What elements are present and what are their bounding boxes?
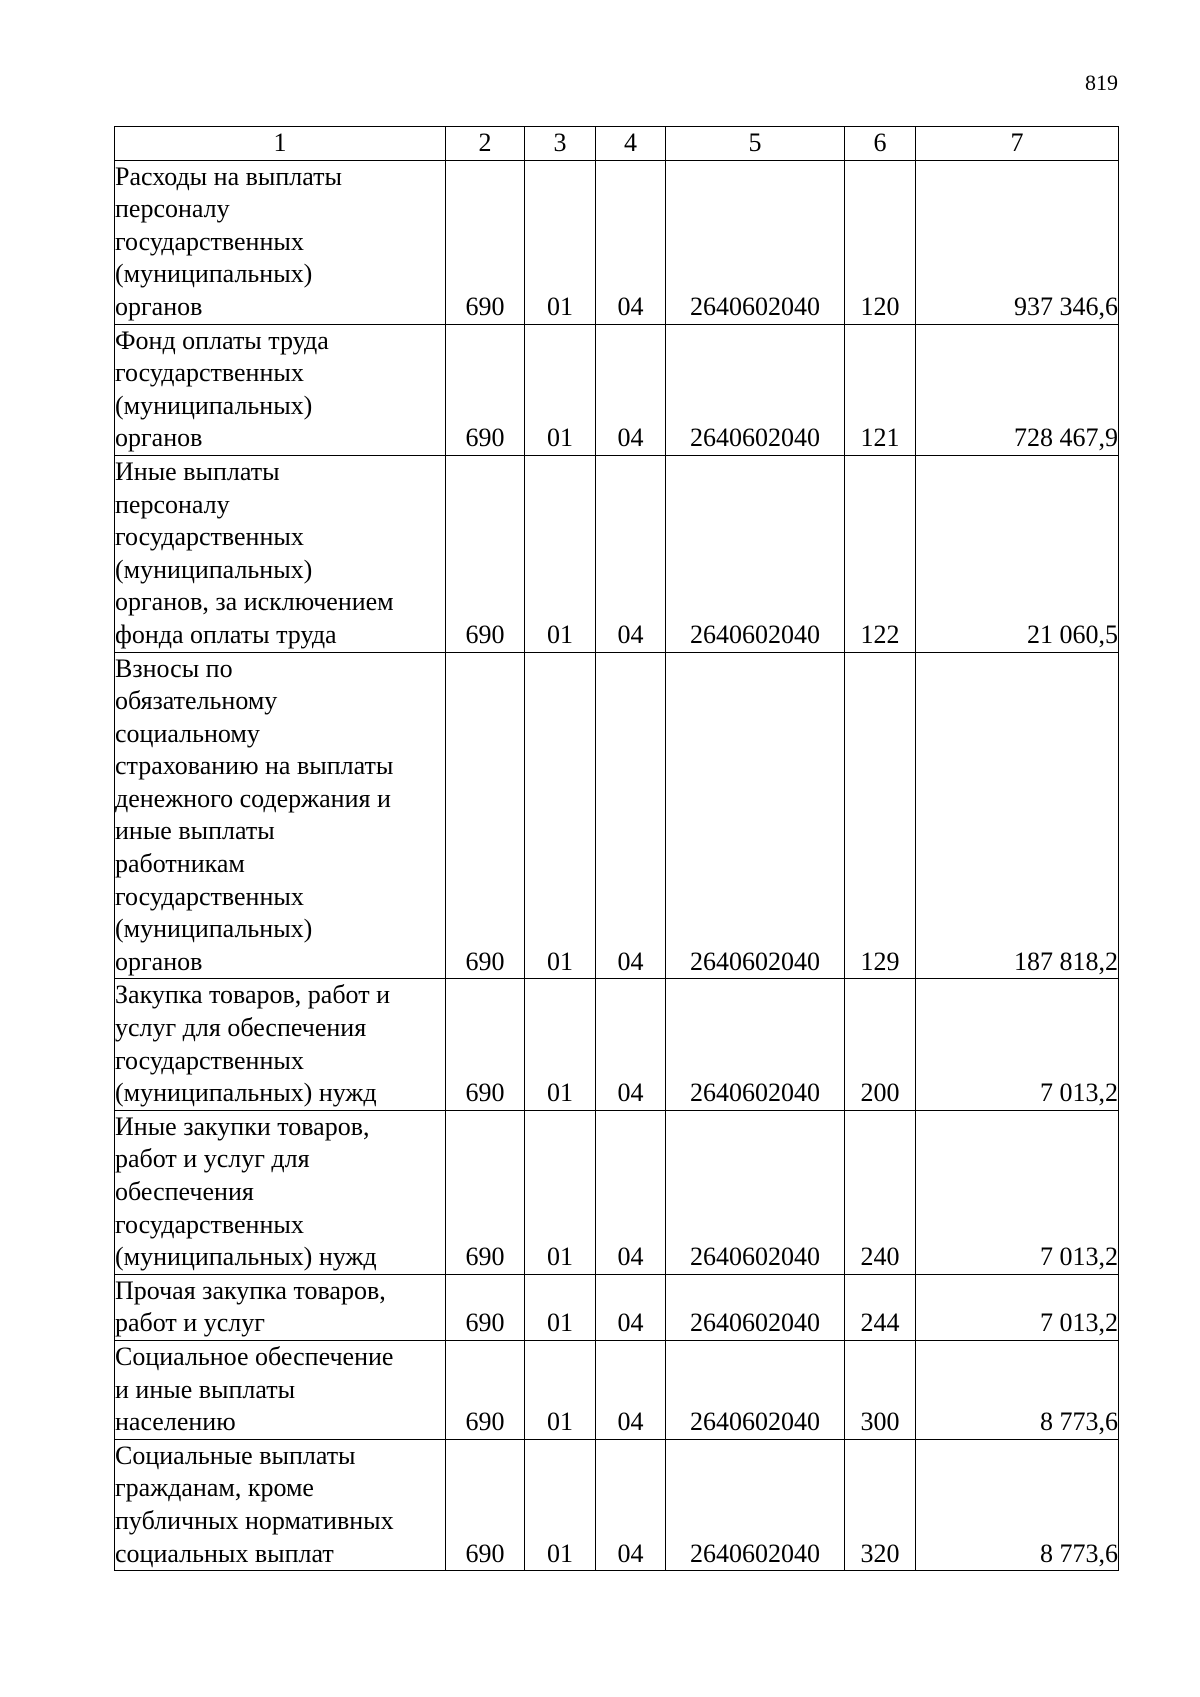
expense-name-line: органов bbox=[115, 946, 203, 976]
expense-type-code-cell: 240 bbox=[845, 1110, 916, 1274]
expense-name-line: социальных выплат bbox=[115, 1538, 334, 1568]
expense-name-line: денежного содержания и bbox=[115, 783, 391, 813]
expense-type-code-cell: 200 bbox=[845, 979, 916, 1110]
expense-name-line: Социальное обеспечение bbox=[115, 1341, 394, 1371]
column-header-3: 3 bbox=[525, 127, 596, 161]
expense-name-line: работникам bbox=[115, 849, 245, 879]
amount-cell: 8 773,6 bbox=[916, 1340, 1119, 1439]
target-item-code-cell: 2640602040 bbox=[666, 1274, 845, 1340]
amount-cell: 21 060,5 bbox=[916, 455, 1119, 652]
expense-name-line: обязательному bbox=[115, 686, 278, 716]
ministry-code-cell: 690 bbox=[446, 324, 525, 455]
column-header-6: 6 bbox=[845, 127, 916, 161]
expense-type-code-cell: 300 bbox=[845, 1340, 916, 1439]
expense-type-code-cell: 120 bbox=[845, 160, 916, 324]
expense-name-cell bbox=[115, 1439, 446, 1570]
amount-cell: 7 013,2 bbox=[916, 1110, 1119, 1274]
table-row bbox=[115, 324, 1119, 455]
ministry-code-cell: 690 bbox=[446, 979, 525, 1110]
table-row bbox=[115, 1274, 1119, 1340]
expense-name-cell bbox=[115, 1274, 446, 1340]
table-row bbox=[115, 1439, 1119, 1570]
amount-cell: 7 013,2 bbox=[916, 979, 1119, 1110]
expense-name-line: Прочая закупка товаров, bbox=[115, 1275, 386, 1305]
column-header-4: 4 bbox=[596, 127, 666, 161]
expense-name-line: государственных bbox=[115, 1045, 304, 1075]
expense-name-line: персоналу bbox=[115, 489, 230, 519]
section-code-cell: 01 bbox=[525, 160, 596, 324]
column-header-1: 1 bbox=[115, 127, 446, 161]
table-body bbox=[115, 160, 1119, 1571]
amount-cell: 187 818,2 bbox=[916, 652, 1119, 979]
section-code-cell: 01 bbox=[525, 455, 596, 652]
ministry-code-cell: 690 bbox=[446, 160, 525, 324]
ministry-code-cell: 690 bbox=[446, 455, 525, 652]
target-item-code-cell: 2640602040 bbox=[666, 1110, 845, 1274]
subsection-code-cell: 04 bbox=[596, 1110, 666, 1274]
expense-name-line: (муниципальных) bbox=[115, 914, 313, 944]
section-code-cell: 01 bbox=[525, 1340, 596, 1439]
page-number: 819 bbox=[1085, 70, 1118, 95]
ministry-code-cell: 690 bbox=[446, 652, 525, 979]
expense-name-line: органов bbox=[115, 291, 203, 321]
table-row bbox=[115, 160, 1119, 324]
expense-type-code-cell: 122 bbox=[845, 455, 916, 652]
table-header bbox=[115, 127, 1119, 161]
subsection-code-cell: 04 bbox=[596, 1274, 666, 1340]
expense-type-code-cell: 121 bbox=[845, 324, 916, 455]
expense-name-line: органов bbox=[115, 423, 203, 453]
expense-name-cell bbox=[115, 160, 446, 324]
ministry-code-cell: 690 bbox=[446, 1340, 525, 1439]
target-item-code-cell: 2640602040 bbox=[666, 160, 845, 324]
expense-type-code-cell: 129 bbox=[845, 652, 916, 979]
budget-table bbox=[114, 126, 1119, 1571]
expense-name-line: иные выплаты bbox=[115, 816, 275, 846]
subsection-code-cell: 04 bbox=[596, 160, 666, 324]
expense-name-line: работ и услуг bbox=[115, 1308, 265, 1338]
expense-name-cell bbox=[115, 324, 446, 455]
ministry-code-cell: 690 bbox=[446, 1274, 525, 1340]
subsection-code-cell: 04 bbox=[596, 652, 666, 979]
ministry-code-cell: 690 bbox=[446, 1110, 525, 1274]
expense-name-line: услуг для обеспечения bbox=[115, 1013, 367, 1043]
expense-name-line: обеспечения bbox=[115, 1177, 254, 1206]
expense-name-line: фонда оплаты труда bbox=[115, 619, 337, 649]
expense-name-line: государственных bbox=[115, 522, 304, 552]
target-item-code-cell: 2640602040 bbox=[666, 1439, 845, 1570]
expense-name-line: гражданам, кроме bbox=[115, 1473, 314, 1503]
expense-name-line: государственных bbox=[115, 226, 304, 256]
expense-name-line: населению bbox=[115, 1407, 236, 1437]
column-header-5: 5 bbox=[666, 127, 845, 161]
expense-name-line: Фонд оплаты труда bbox=[115, 325, 329, 355]
expense-name-line: Закупка товаров, работ и bbox=[115, 980, 390, 1010]
expense-name-line: Расходы на выплаты bbox=[115, 161, 342, 191]
expense-name-cell bbox=[115, 455, 446, 652]
expense-name-cell bbox=[115, 979, 446, 1110]
table-row bbox=[115, 652, 1119, 979]
table-row bbox=[115, 455, 1119, 652]
expense-name-cell bbox=[115, 1110, 446, 1274]
section-code-cell: 01 bbox=[525, 1110, 596, 1274]
table-row bbox=[115, 979, 1119, 1110]
expense-name-line: (муниципальных) bbox=[115, 259, 313, 289]
expense-name-line: персоналу bbox=[115, 194, 230, 224]
amount-cell: 728 467,9 bbox=[916, 324, 1119, 455]
section-code-cell: 01 bbox=[525, 979, 596, 1110]
amount-cell: 8 773,6 bbox=[916, 1439, 1119, 1570]
subsection-code-cell: 04 bbox=[596, 324, 666, 455]
table-row bbox=[115, 1110, 1119, 1274]
target-item-code-cell: 2640602040 bbox=[666, 324, 845, 455]
column-header-7: 7 bbox=[916, 127, 1119, 161]
section-code-cell: 01 bbox=[525, 324, 596, 455]
expense-name-line: органов, за исключением bbox=[115, 587, 394, 617]
target-item-code-cell: 2640602040 bbox=[666, 455, 845, 652]
expense-name-line: и иные выплаты bbox=[115, 1374, 296, 1404]
ministry-code-cell: 690 bbox=[446, 1439, 525, 1570]
expense-name-line: Взносы по bbox=[115, 653, 233, 683]
expense-name-line: страхованию на выплаты bbox=[115, 751, 394, 781]
expense-name-line: (муниципальных) bbox=[115, 390, 313, 420]
expense-name-line: государственных bbox=[115, 358, 304, 388]
subsection-code-cell: 04 bbox=[596, 979, 666, 1110]
section-code-cell: 01 bbox=[525, 1274, 596, 1340]
subsection-code-cell: 04 bbox=[596, 1439, 666, 1570]
amount-cell: 937 346,6 bbox=[916, 160, 1119, 324]
table-row bbox=[115, 1340, 1119, 1439]
expense-type-code-cell: 244 bbox=[845, 1274, 916, 1340]
amount-cell: 7 013,2 bbox=[916, 1274, 1119, 1340]
expense-name-line: социальному bbox=[115, 718, 260, 748]
expense-name-cell bbox=[115, 1340, 446, 1439]
expense-type-code-cell: 320 bbox=[845, 1439, 916, 1570]
expense-name-line: публичных нормативных bbox=[115, 1505, 394, 1535]
section-code-cell: 01 bbox=[525, 652, 596, 979]
header-row bbox=[115, 127, 1119, 161]
expense-name-cell bbox=[115, 652, 446, 979]
subsection-code-cell: 04 bbox=[596, 1340, 666, 1439]
expense-name-line: Иные закупки товаров, bbox=[115, 1111, 370, 1141]
target-item-code-cell: 2640602040 bbox=[666, 979, 845, 1110]
expense-name-line: Социальные выплаты bbox=[115, 1440, 356, 1470]
section-code-cell: 01 bbox=[525, 1439, 596, 1570]
expense-name-line: Иные выплаты bbox=[115, 456, 280, 486]
subsection-code-cell: 04 bbox=[596, 455, 666, 652]
expense-name-line: (муниципальных) bbox=[115, 554, 313, 584]
column-header-2: 2 bbox=[446, 127, 525, 161]
expense-name-line: работ и услуг для bbox=[115, 1144, 310, 1174]
target-item-code-cell: 2640602040 bbox=[666, 1340, 845, 1439]
expense-name-line: (муниципальных) нужд bbox=[115, 1078, 377, 1108]
target-item-code-cell: 2640602040 bbox=[666, 652, 845, 979]
expense-name-line: (муниципальных) нужд bbox=[115, 1242, 377, 1272]
expense-name-line: государственных bbox=[115, 1209, 304, 1239]
expense-name-line: государственных bbox=[115, 881, 304, 911]
